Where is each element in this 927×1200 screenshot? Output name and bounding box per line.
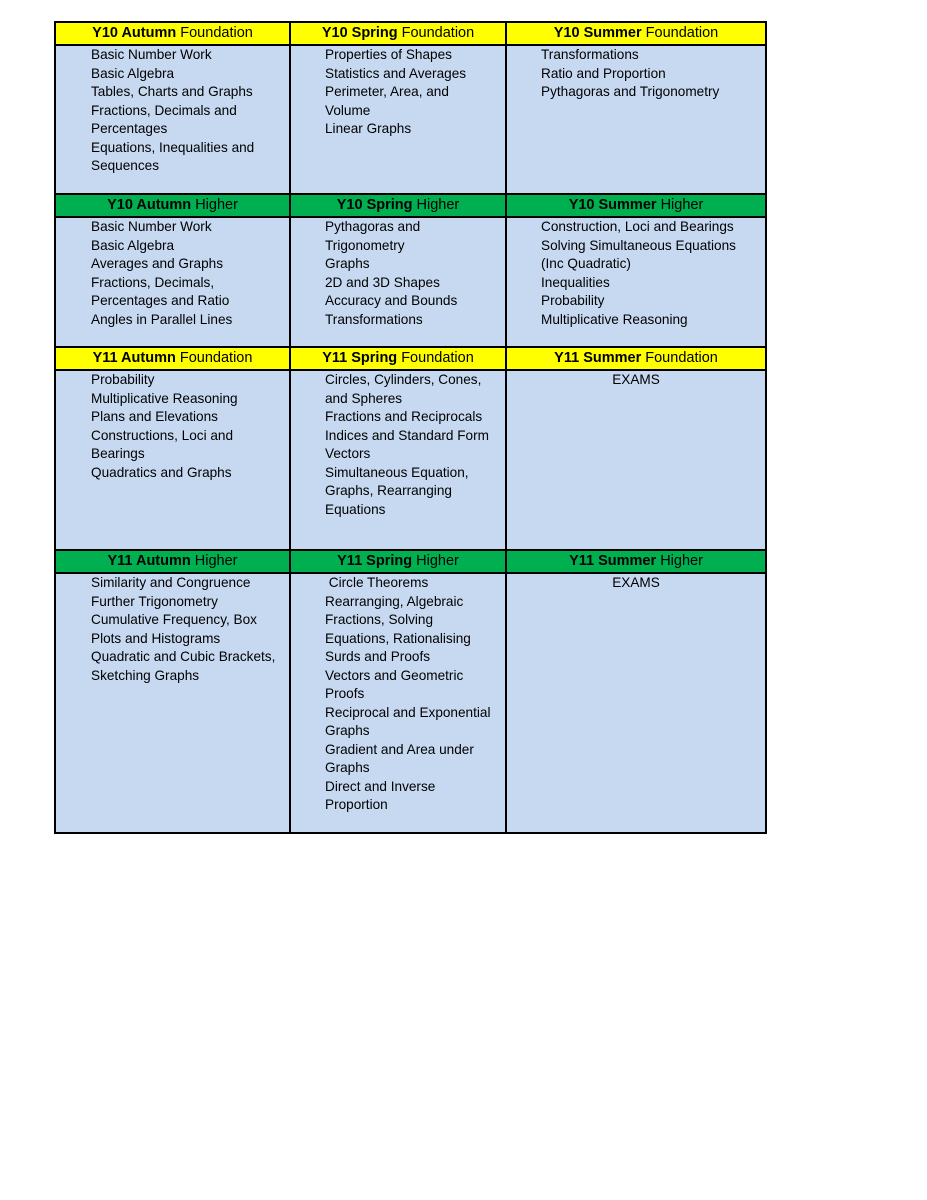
header-y10-summer-foundation: Y10 Summer Foundation: [506, 22, 766, 45]
header-row-y11-higher: [55, 550, 766, 573]
topic-item: Quadratic and Cubic Brackets, Sketching Graphs: [91, 649, 276, 683]
topic-item: Statistics and Averages: [325, 65, 467, 81]
topic-item: Equations, Inequalities and Sequences: [91, 139, 255, 173]
topic-item: Construction, Loci and Bearings: [541, 219, 734, 234]
cell-y11-spring-foundation: [290, 370, 506, 550]
header-y11-summer-higher: Y11 Summer Higher: [506, 550, 766, 573]
cell-y10-spring-foundation: [290, 45, 506, 194]
topic-item: Basic Number Work: [91, 47, 212, 62]
topic-item: Fractions, Decimals, Percentages and Ratio: [91, 274, 230, 308]
topic-item: Angles in Parallel Lines: [91, 311, 233, 327]
header-y10-spring-higher: Y10 Spring Higher: [290, 194, 506, 217]
topic-item: Constructions, Loci and Bearings: [91, 427, 234, 461]
topic-item: Basic Algebra: [91, 65, 175, 81]
topic-item: Multiplicative Reasoning: [541, 311, 688, 327]
header-y11-autumn-higher: Y11 Autumn Higher: [55, 550, 290, 573]
topic-item: Similarity and Congruence: [91, 575, 251, 590]
content-row-y10-higher: [55, 217, 766, 347]
topic-item: Properties of Shapes: [325, 47, 452, 62]
topic-item: Reciprocal and Exponential Graphs: [325, 704, 491, 738]
topic-item: Quadratics and Graphs: [91, 464, 232, 480]
topic-item: Fractions, Decimals and Percentages: [91, 102, 237, 136]
header-y10-autumn-foundation: Y10 Autumn Foundation: [55, 22, 290, 45]
header-y10-summer-higher: Y10 Summer Higher: [506, 194, 766, 217]
topic-item: Probability: [541, 293, 605, 308]
topic-item: Fractions and Reciprocals: [325, 409, 483, 424]
topic-item: Graphs: [325, 256, 370, 271]
topic-item: Perimeter, Area, and Volume: [325, 84, 449, 118]
cell-y10-autumn-higher: [55, 217, 290, 347]
scheme-of-work-table: [54, 21, 767, 834]
topic-item: Cumulative Frequency, Box Plots and Histograms: [91, 612, 257, 646]
topic-item: Simultaneous Equation, Graphs, Rearranging Equations: [325, 464, 469, 517]
topic-item: Pythagoras and Trigonometry: [541, 84, 720, 99]
topic-item: Direct and Inverse Proportion: [325, 778, 436, 812]
cell-y10-summer-higher: [506, 217, 766, 347]
topic-item: Ratio and Proportion: [541, 65, 666, 81]
topic-item: Vectors and Geometric Proofs: [325, 667, 464, 701]
exams-label: EXAMS: [612, 372, 660, 387]
topic-item: Plans and Elevations: [91, 409, 218, 424]
header-y10-spring-foundation: Y10 Spring Foundation: [290, 22, 506, 45]
topic-item: Linear Graphs: [325, 121, 412, 136]
topic-item: Transformations: [325, 311, 423, 327]
topic-item: Inequalities: [541, 274, 610, 290]
cell-y10-summer-foundation: [506, 45, 766, 194]
cell-y10-spring-higher: [290, 217, 506, 347]
header-row-y11-foundation: [55, 347, 766, 370]
topic-item: Circle Theorems: [325, 575, 429, 590]
cell-y11-summer-higher: [506, 573, 766, 833]
topic-item: Accuracy and Bounds: [325, 293, 458, 308]
cell-y11-autumn-foundation: [55, 370, 290, 550]
exams-label: EXAMS: [612, 575, 660, 590]
topic-item: Further Trigonometry: [91, 593, 218, 609]
topic-item: 2D and 3D Shapes: [325, 274, 440, 290]
topic-item: Gradient and Area under Graphs: [325, 741, 474, 775]
header-y11-spring-higher: Y11 Spring Higher: [290, 550, 506, 573]
cell-y11-summer-foundation: [506, 370, 766, 550]
topic-item: Solving Simultaneous Equations (Inc Quadratic): [541, 237, 736, 271]
topic-item: Transformations: [541, 47, 639, 62]
topic-item: Pythagoras and Trigonometry: [325, 219, 421, 253]
topic-item: Basic Algebra: [91, 237, 175, 253]
topic-item: Averages and Graphs: [91, 256, 223, 271]
content-row-y11-foundation: [55, 370, 766, 550]
topic-item: Rearranging, Algebraic Fractions, Solving Equations, Rationalising Surds and Proofs: [325, 593, 471, 664]
header-row-y10-higher: [55, 194, 766, 217]
header-y10-autumn-higher: Y10 Autumn Higher: [55, 194, 290, 217]
content-row-y11-higher: [55, 573, 766, 833]
header-y11-spring-foundation: Y11 Spring Foundation: [290, 347, 506, 370]
content-row-y10-foundation: [55, 45, 766, 194]
topic-item: Multiplicative Reasoning: [91, 390, 238, 406]
header-y11-autumn-foundation: Y11 Autumn Foundation: [55, 347, 290, 370]
topic-item: Basic Number Work: [91, 219, 212, 234]
topic-item: Circles, Cylinders, Cones, and Spheres: [325, 372, 482, 406]
topic-item: Tables, Charts and Graphs: [91, 84, 253, 99]
cell-y10-autumn-foundation: [55, 45, 290, 194]
topic-item: Vectors: [325, 446, 371, 461]
cell-y11-autumn-higher: [55, 573, 290, 833]
topic-item: Probability: [91, 372, 155, 387]
header-y11-summer-foundation: Y11 Summer Foundation: [506, 347, 766, 370]
cell-y11-spring-higher: [290, 573, 506, 833]
header-row-y10-foundation: [55, 22, 766, 45]
topic-item: Indices and Standard Form: [325, 427, 489, 443]
